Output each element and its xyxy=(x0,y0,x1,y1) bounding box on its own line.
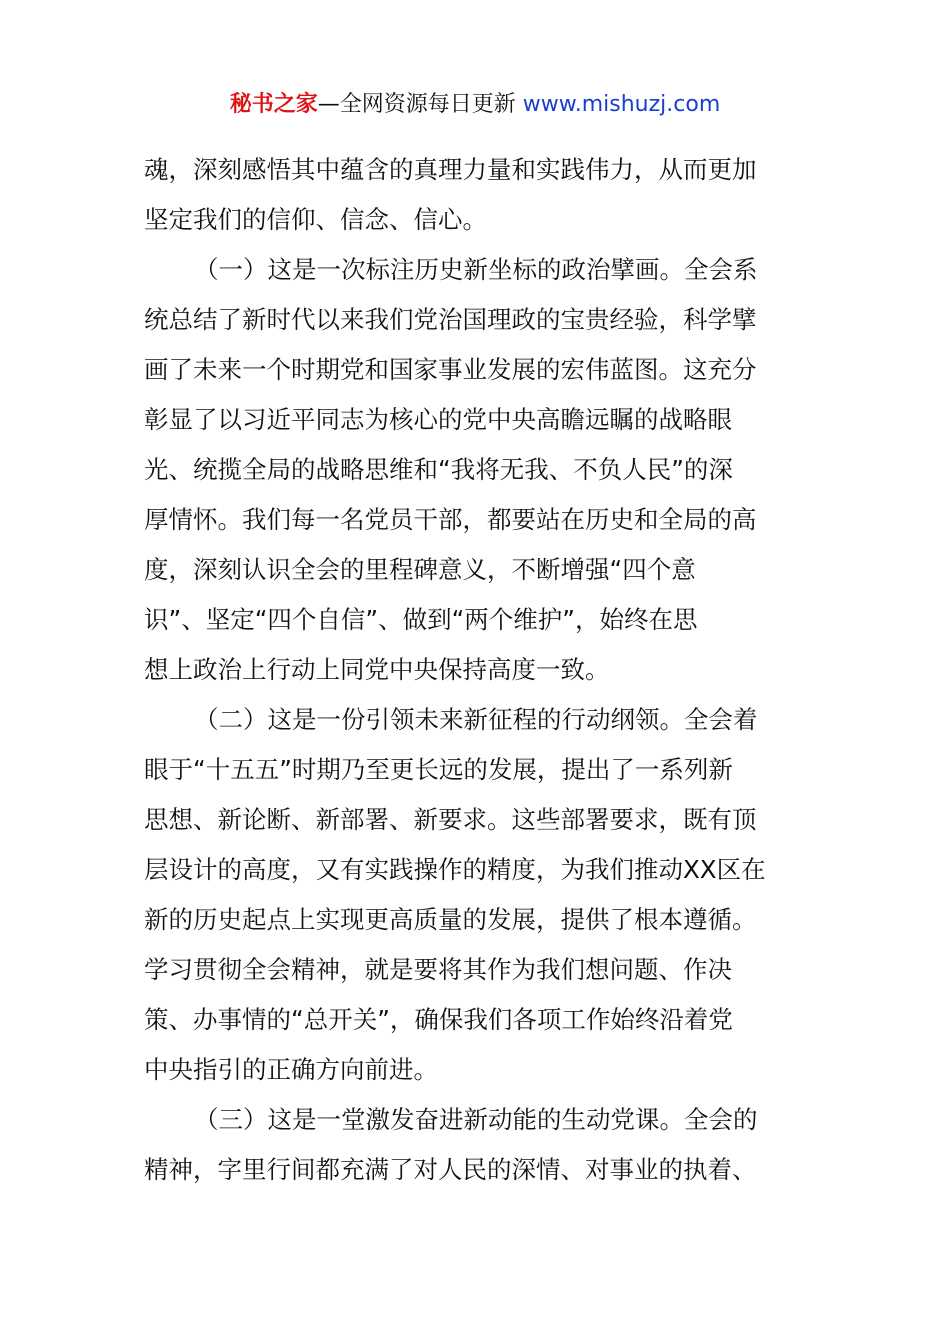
text-line: 新的历史起点上实现更高质量的发展，提供了根本遵循。 xyxy=(144,905,757,934)
text-line: 光、统揽全局的战略思维和“我将无我、不负人民”的深 xyxy=(144,455,733,484)
document-body xyxy=(144,145,808,1195)
text-line: 中央指引的正确方向前进。 xyxy=(144,1055,438,1084)
text-line: 彰显了以习近平同志为核心的党中央高瞻远瞩的战略眼 xyxy=(144,405,732,434)
text-line: 学习贯彻全会精神，就是要将其作为我们想问题、作决 xyxy=(144,955,732,984)
site-url[interactable]: www.mishuzj.com xyxy=(522,92,721,117)
text-line: 思想、新论断、新部署、新要求。这些部署要求，既有顶 xyxy=(144,805,757,834)
paragraph-start-line: （三）这是一堂激发奋进新动能的生动党课。全会的 xyxy=(194,1105,758,1134)
text-line: 度，深刻认识全会的里程碑意义，不断增强“四个意 xyxy=(144,555,696,584)
text-line: 眼于“十五五”时期乃至更长远的发展，提出了一系列新 xyxy=(144,755,733,784)
text-line: 想上政治上行动上同党中央保持高度一致。 xyxy=(144,655,610,684)
text-line: 精神，字里行间都充满了对人民的深情、对事业的执着、 xyxy=(144,1155,757,1184)
page-header xyxy=(0,88,950,122)
text-line: 策、办事情的“总开关”，确保我们各项工作始终沿着党 xyxy=(144,1005,733,1034)
text-line: 识”、坚定“四个自信”、做到“两个维护”，始终在思 xyxy=(144,605,698,634)
paragraph-start-line: （二）这是一份引领未来新征程的行动纲领。全会着 xyxy=(194,705,758,734)
brand-name: 秘书之家 xyxy=(229,92,318,117)
text-line: 坚定我们的信仰、信念、信心。 xyxy=(144,205,487,234)
text-line: 画了未来一个时期党和国家事业发展的宏伟蓝图。这充分 xyxy=(144,355,757,384)
paragraph-start-line: （一）这是一次标注历史新坐标的政治擘画。全会系 xyxy=(194,255,758,284)
text-line: 魂，深刻感悟其中蕴含的真理力量和实践伟力，从而更加 xyxy=(144,155,757,184)
text-line: 厚情怀。我们每一名党员干部，都要站在历史和全局的高 xyxy=(144,505,757,534)
text-line: 统总结了新时代以来我们党治国理政的宝贵经验，科学擘 xyxy=(144,305,757,334)
text-line: 层设计的高度，又有实践操作的精度，为我们推动XX区在 xyxy=(144,855,766,884)
header-tagline: —全网资源每日更新 xyxy=(317,92,516,117)
